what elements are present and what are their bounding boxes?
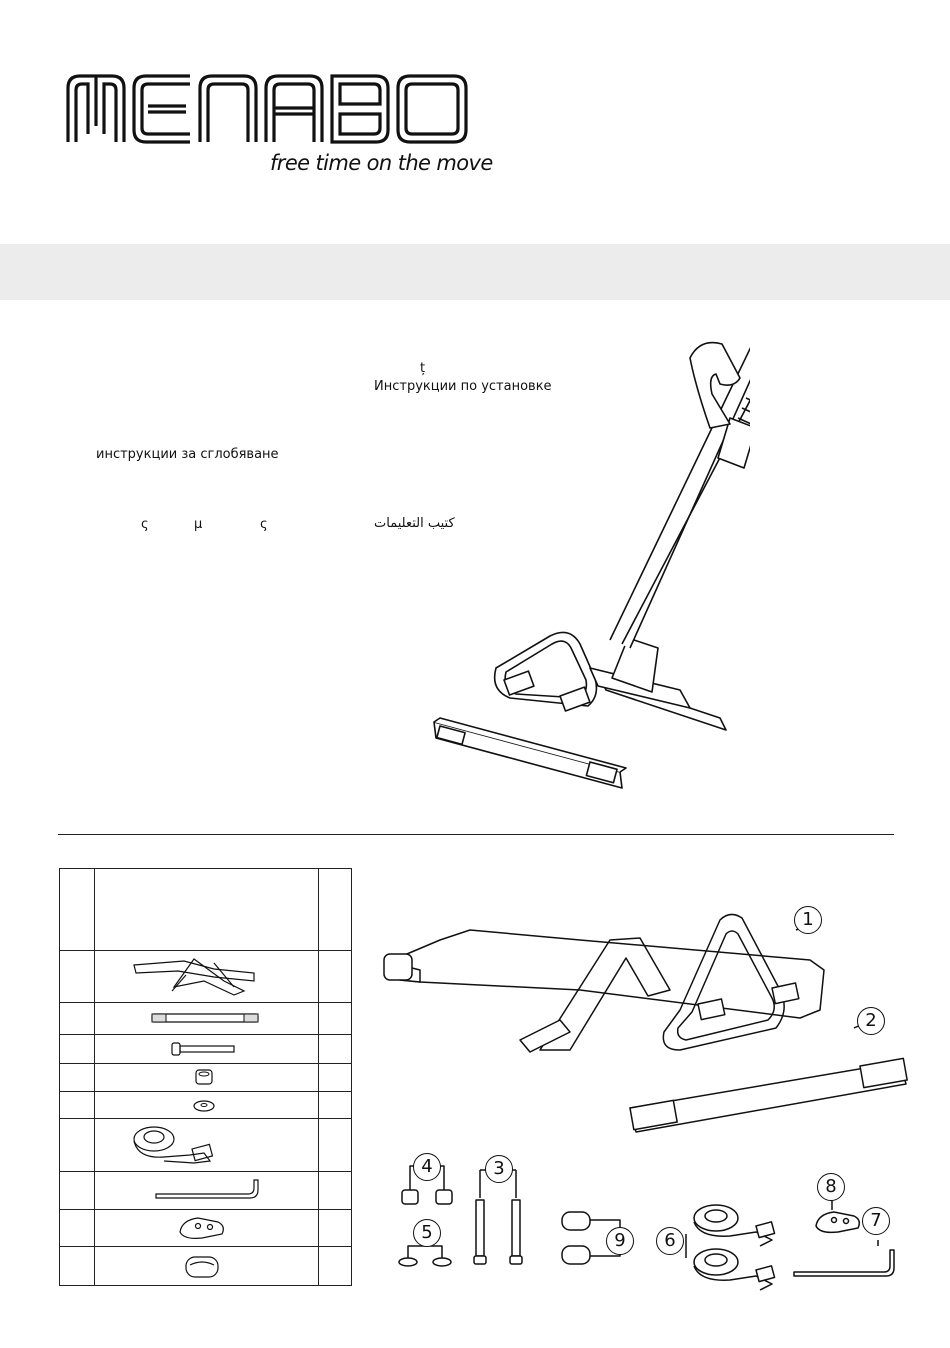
lang-bulgarian: инструкции за сглобяване [96,447,279,462]
section-divider [58,834,894,835]
bike-carrier-icon [94,951,318,1002]
table-row [94,951,318,1002]
lang-greek-fragment-1: ς [141,517,149,532]
callout-2: 2 [857,1007,885,1035]
table-row [94,1172,318,1209]
table-row [94,1064,318,1091]
table-row [94,1210,318,1246]
table-row [94,1119,318,1171]
lang-greek-fragment-3: ς [260,517,268,532]
table-row [94,1003,318,1034]
lang-greek-fragment-2: μ [194,517,203,532]
bike-carrier-illustration [420,318,750,798]
menabo-logo [66,74,468,144]
clamp-block-icon [94,1210,318,1246]
lang-arabic: كتيب التعليمات [374,516,455,531]
nut-icon [94,1064,318,1091]
table-row [94,1035,318,1063]
callout-9: 9 [606,1227,634,1255]
exploded-parts-view [380,900,920,1300]
parts-table-col-divider-right [318,869,319,1285]
callout-1: 1 [794,906,822,934]
title-band [0,244,950,300]
washer-icon [94,1092,318,1118]
rubber-pad-icon [94,1247,318,1287]
strap-icon [94,1119,318,1171]
table-row [94,1092,318,1118]
callout-6: 6 [656,1227,684,1255]
callout-3: 3 [485,1155,513,1183]
table-row [94,1247,318,1287]
parts-table [59,868,352,1286]
bolt-icon [94,1035,318,1063]
crossbar-icon [94,1003,318,1034]
lang-romanian-fragment: ț [420,361,426,376]
callout-8: 8 [817,1173,845,1201]
callout-4: 4 [413,1153,441,1181]
callout-7: 7 [862,1207,890,1235]
callout-5: 5 [413,1219,441,1247]
lang-russian: Инструкции по установке [374,379,552,394]
brand-tagline: free time on the move [270,151,493,175]
allen-key-icon [94,1172,318,1209]
